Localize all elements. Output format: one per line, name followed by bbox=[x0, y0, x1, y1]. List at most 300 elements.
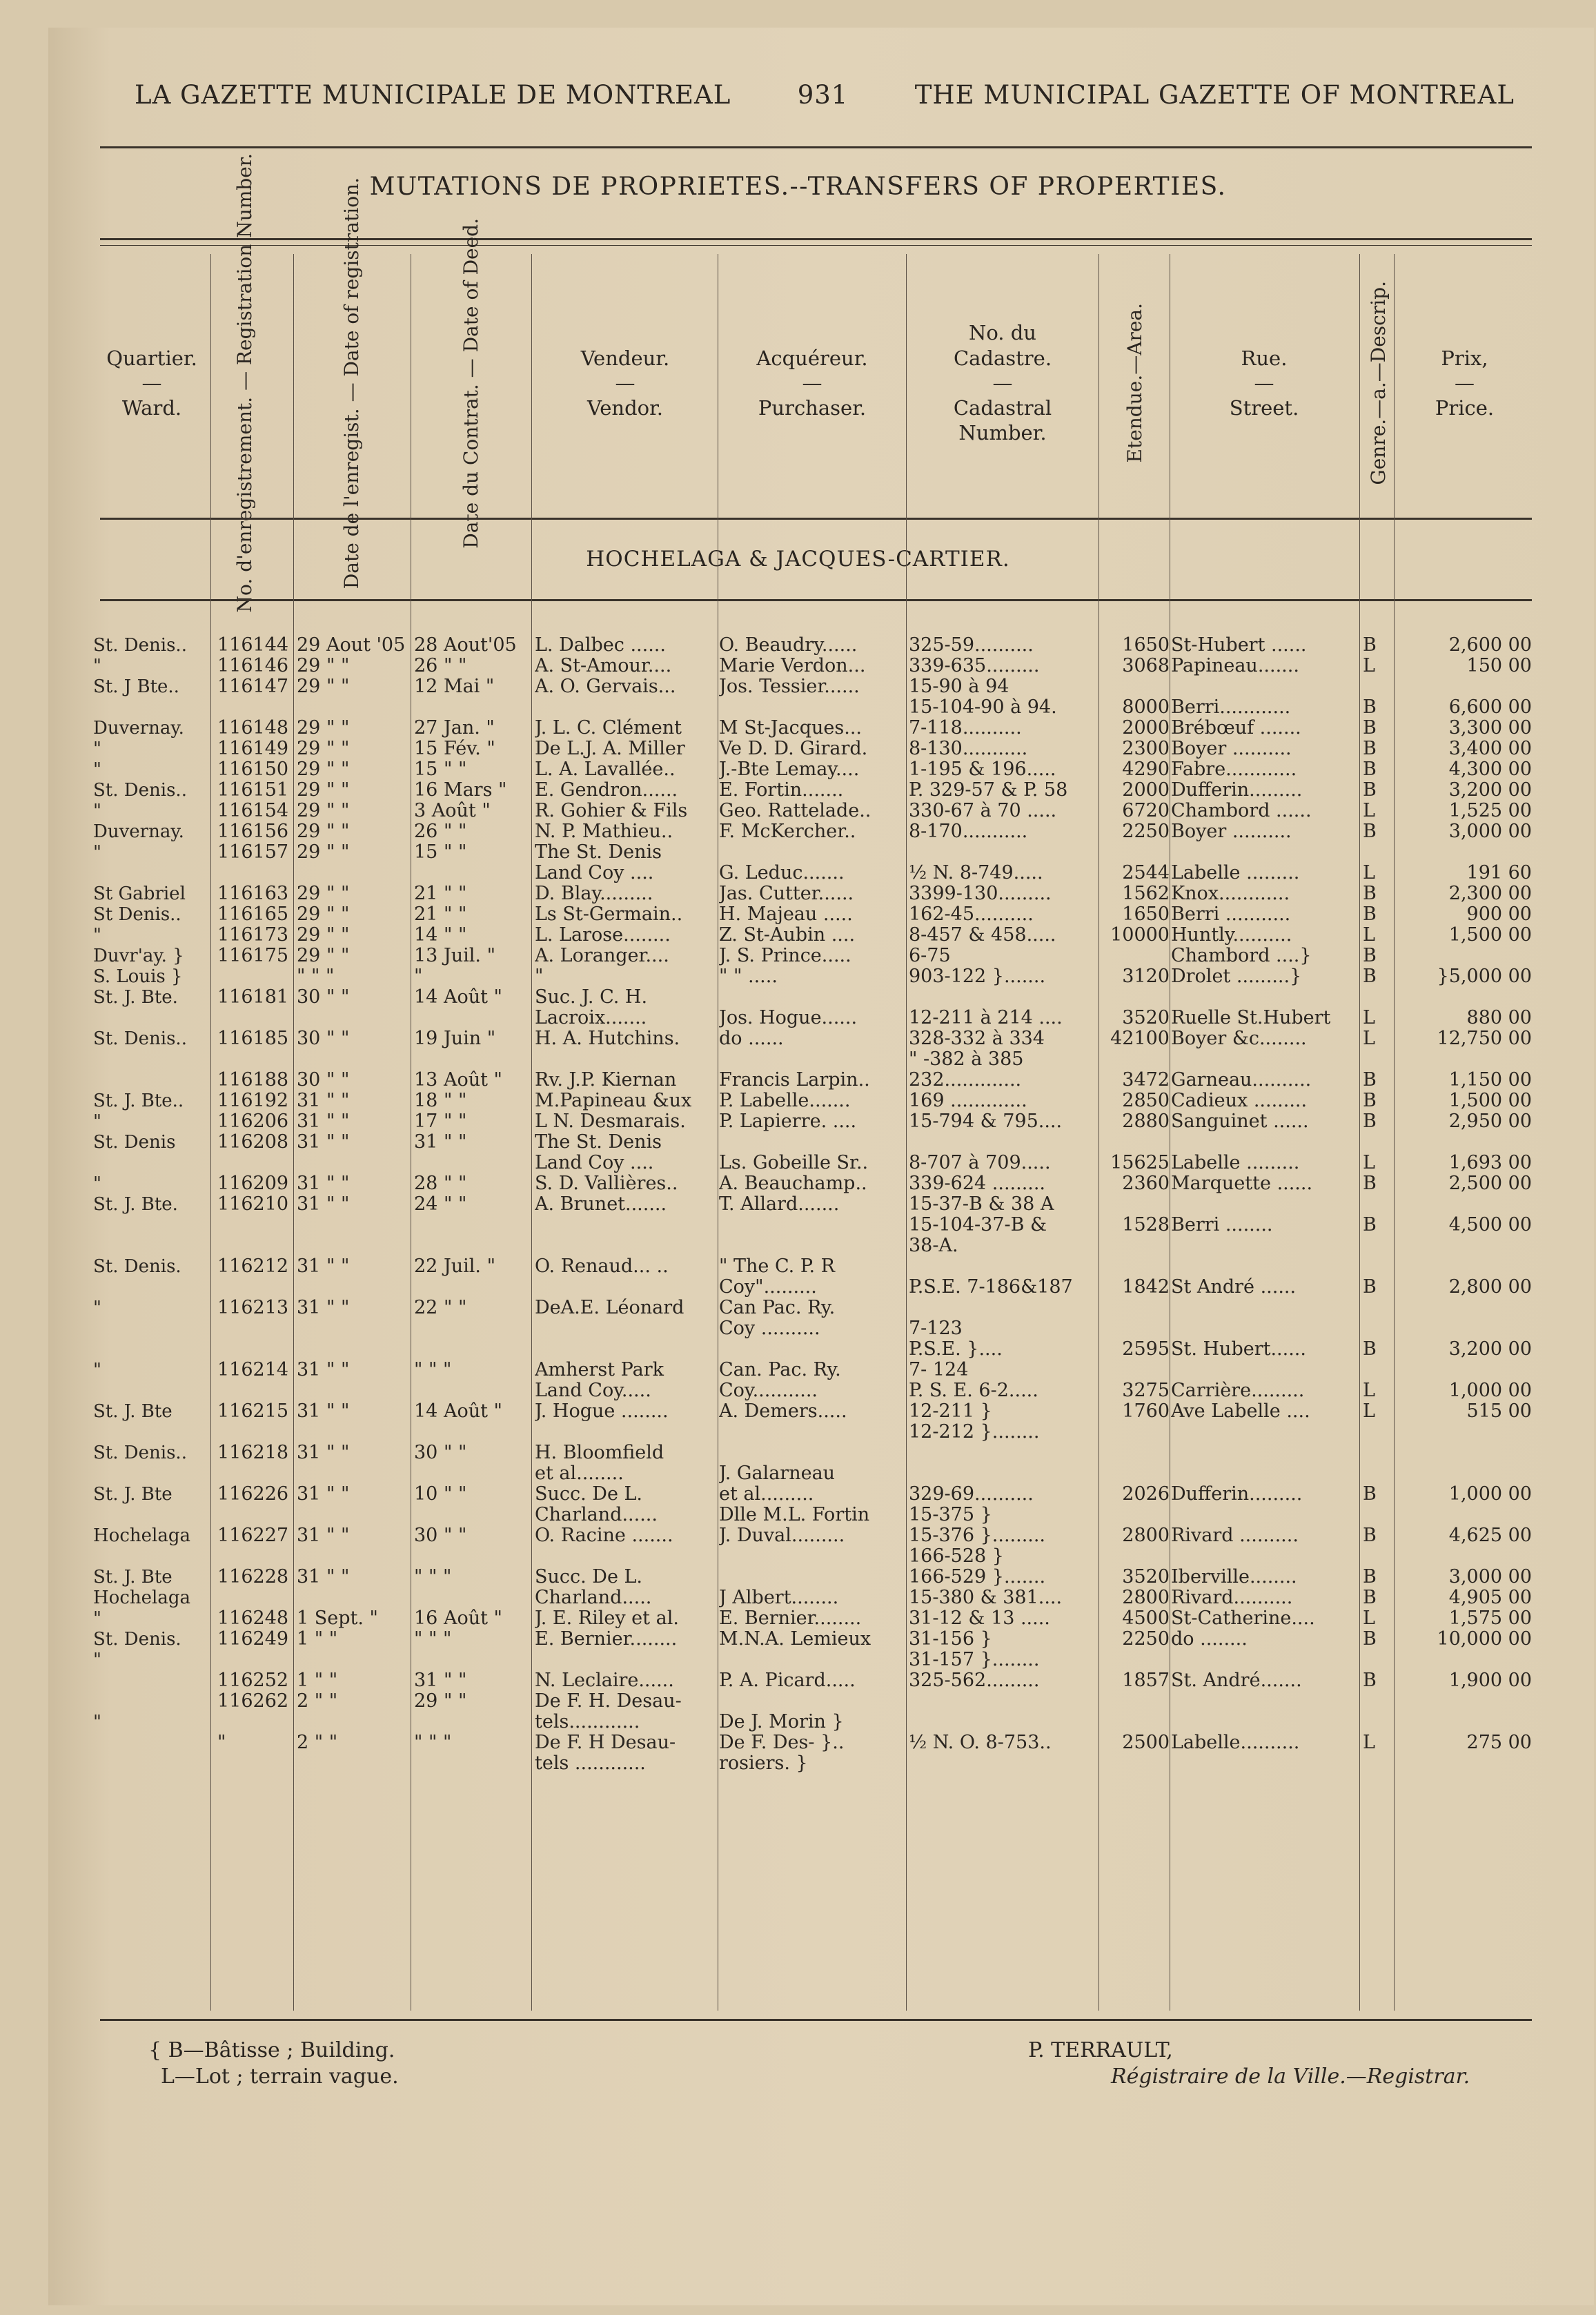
col-descrip: Genre.—a.—Descrip. bbox=[1366, 281, 1390, 485]
cell: Brébœuf ....... bbox=[1171, 718, 1301, 739]
col-regdate: Date de l'enregist. — Date of registration. bbox=[340, 177, 364, 589]
table-row bbox=[93, 1650, 1532, 1670]
table-row bbox=[100, 1008, 1532, 1028]
cell: L bbox=[1363, 1028, 1375, 1049]
cell: A. Loranger.... bbox=[535, 946, 669, 966]
cell: Labelle ......... bbox=[1171, 863, 1300, 883]
cell: G. Leduc....... bbox=[719, 863, 845, 883]
cell: 30 " " bbox=[297, 1070, 350, 1091]
cell: Iberville........ bbox=[1171, 1567, 1297, 1588]
cell: Rv. J.P. Kiernan bbox=[535, 1070, 677, 1091]
cell: Jos. Tessier...... bbox=[719, 676, 860, 697]
cell: S. D. Vallières.. bbox=[535, 1173, 678, 1194]
cell: 1,150 00 bbox=[1448, 1070, 1532, 1091]
cell: " " " bbox=[297, 966, 335, 987]
cell: }5,000 00 bbox=[1437, 966, 1532, 987]
cell: 2595 bbox=[1122, 1339, 1170, 1360]
cell: Amherst Park bbox=[535, 1360, 664, 1380]
cell: 2000 bbox=[1122, 780, 1170, 801]
cell: M.N.A. Lemieux bbox=[719, 1629, 871, 1650]
cell: 116213 bbox=[217, 1298, 289, 1318]
table-row bbox=[93, 1173, 1532, 1194]
cell: 31 " " bbox=[297, 1256, 350, 1277]
table-row bbox=[93, 1629, 1532, 1650]
cell: 6,600 00 bbox=[1448, 697, 1532, 718]
cell: B bbox=[1363, 904, 1377, 925]
cell: 325-562......... bbox=[909, 1670, 1040, 1691]
cell: Labelle.......... bbox=[1171, 1732, 1300, 1753]
cell: 116181 bbox=[217, 987, 289, 1008]
table-row bbox=[93, 1567, 1532, 1588]
cell: Jas. Cutter...... bbox=[719, 883, 854, 904]
cell: Coy .......... bbox=[719, 1318, 820, 1339]
cell: 8000 bbox=[1122, 697, 1170, 718]
cell: L bbox=[1363, 1380, 1375, 1401]
cell: 116165 bbox=[217, 904, 289, 925]
cell: Dufferin......... bbox=[1171, 780, 1303, 801]
cell: 116144 bbox=[217, 635, 289, 656]
cell: 30 " " bbox=[297, 987, 350, 1008]
cell: Garneau.......... bbox=[1171, 1070, 1312, 1091]
cell: L bbox=[1363, 1153, 1375, 1173]
table-row bbox=[93, 1298, 1532, 1318]
cell: 116175 bbox=[217, 946, 289, 966]
cell: A. O. Gervais... bbox=[535, 676, 676, 697]
cell: " bbox=[535, 966, 544, 987]
cell: 29 " " bbox=[297, 676, 350, 697]
cell: St. J. Bte bbox=[93, 1401, 173, 1422]
cell: 7- 124 bbox=[909, 1360, 969, 1380]
table-row bbox=[100, 1670, 1532, 1691]
cell: 116150 bbox=[217, 759, 289, 780]
table-row bbox=[93, 1132, 1532, 1153]
cell: 15 Fév. " bbox=[414, 739, 495, 759]
cell: 15-37-B & 38 A bbox=[909, 1194, 1054, 1215]
cell: 116163 bbox=[217, 883, 289, 904]
cell: Fabre............ bbox=[1171, 759, 1297, 780]
cell: St. Denis bbox=[93, 1132, 176, 1153]
cell: 2,600 00 bbox=[1448, 635, 1532, 656]
cell: ½ N. 8-749..... bbox=[909, 863, 1043, 883]
cell: B bbox=[1363, 1091, 1377, 1111]
cell: 31-156 } bbox=[909, 1629, 992, 1650]
table-row bbox=[93, 1712, 1532, 1732]
cell: Land Coy..... bbox=[535, 1380, 651, 1401]
cell: 10 " " bbox=[414, 1484, 467, 1505]
cell: Cadieux ......... bbox=[1171, 1091, 1308, 1111]
cell: Sanguinet ...... bbox=[1171, 1111, 1309, 1132]
cell: N. P. Mathieu.. bbox=[535, 821, 673, 842]
cell: 1,693 00 bbox=[1448, 1153, 1532, 1173]
cell: 2,500 00 bbox=[1448, 1173, 1532, 1194]
cell: St. J. Bte bbox=[93, 1567, 173, 1588]
cell: 3,400 00 bbox=[1448, 739, 1532, 759]
cell: P.S.E. }.... bbox=[909, 1339, 1003, 1360]
cell: 232............. bbox=[909, 1070, 1022, 1091]
cell: 116146 bbox=[217, 656, 289, 676]
cell: P. S. E. 6-2..... bbox=[909, 1380, 1038, 1401]
cell: Marie Verdon... bbox=[719, 656, 866, 676]
cell: 1,900 00 bbox=[1448, 1670, 1532, 1691]
cell: " bbox=[93, 842, 101, 863]
cell: 116206 bbox=[217, 1111, 289, 1132]
table-row bbox=[100, 1318, 1532, 1339]
cell: 22 " " bbox=[414, 1298, 467, 1318]
cell: O. Beaudry...... bbox=[719, 635, 858, 656]
table-row bbox=[100, 697, 1532, 718]
cell: 1,000 00 bbox=[1448, 1484, 1532, 1505]
cell: J. Hogue ........ bbox=[535, 1401, 669, 1422]
cell: 15-90 à 94 bbox=[909, 676, 1009, 697]
cell: 7-118.......... bbox=[909, 718, 1022, 739]
cell: 116208 bbox=[217, 1132, 289, 1153]
cell: Dlle M.L. Fortin bbox=[719, 1505, 870, 1525]
cell: " " " bbox=[414, 1732, 452, 1753]
cell: B bbox=[1363, 1277, 1377, 1298]
cell: 116188 bbox=[217, 1070, 289, 1091]
cell: 26 " " bbox=[414, 656, 467, 676]
cell: St. J. Bte bbox=[93, 1484, 173, 1505]
cell: " bbox=[93, 925, 101, 946]
table-row bbox=[93, 801, 1532, 821]
cell: B bbox=[1363, 1525, 1377, 1546]
cell: 2500 bbox=[1122, 1732, 1170, 1753]
legend-building: { B—Bâtisse ; Building. bbox=[148, 2038, 395, 2062]
cell: H. Bloomfield bbox=[535, 1443, 664, 1463]
cell: Lacroix....... bbox=[535, 1008, 647, 1028]
cell: Jos. Hogue...... bbox=[719, 1008, 858, 1028]
cell: H. A. Hutchins. bbox=[535, 1028, 680, 1049]
cell: 2 " " bbox=[297, 1732, 338, 1753]
cell: 166-528 } bbox=[909, 1546, 1004, 1567]
cell: Can. Pac. Ry. bbox=[719, 1360, 841, 1380]
cell: 3275 bbox=[1122, 1380, 1170, 1401]
cell: B bbox=[1363, 780, 1377, 801]
cell: 2000 bbox=[1122, 718, 1170, 739]
cell: 31 " " bbox=[297, 1360, 350, 1380]
cell: 31 " " bbox=[297, 1567, 350, 1588]
cell: 31 " " bbox=[297, 1132, 350, 1153]
cell: L. A. Lavallée.. bbox=[535, 759, 676, 780]
cell: 29 " " bbox=[414, 1691, 467, 1712]
cell: 15-794 & 795.... bbox=[909, 1111, 1063, 1132]
table-row bbox=[100, 1546, 1532, 1567]
cell: 116252 bbox=[217, 1670, 289, 1691]
header-rule bbox=[100, 146, 1532, 148]
signature bbox=[1028, 2038, 1470, 2090]
cell: 2800 bbox=[1122, 1588, 1170, 1608]
cell: " bbox=[217, 1732, 226, 1753]
cell: 14 " " bbox=[414, 925, 467, 946]
cell: 116209 bbox=[217, 1173, 289, 1194]
cell: O. Racine ....... bbox=[535, 1525, 673, 1546]
cell: 31 " " bbox=[297, 1194, 350, 1215]
cell: 2250 bbox=[1122, 1629, 1170, 1650]
cell: " bbox=[93, 1650, 101, 1670]
cell: St-Catherine.... bbox=[1171, 1608, 1315, 1629]
cell: L bbox=[1363, 925, 1375, 946]
cell: Huntly.......... bbox=[1171, 925, 1292, 946]
page-title: MUTATIONS DE PROPRIETES.--TRANSFERS OF PROPERTIES. bbox=[369, 173, 1227, 201]
cell: 12,750 00 bbox=[1437, 1028, 1532, 1049]
cell: 22 Juil. " bbox=[414, 1256, 496, 1277]
cell: 116173 bbox=[217, 925, 289, 946]
cell: tels ............ bbox=[535, 1753, 646, 1774]
cell: St. Denis. bbox=[93, 1256, 181, 1277]
cell: 16 Mars " bbox=[414, 780, 507, 801]
col-regno: No. d'enregistrement. — Registration Number. bbox=[233, 153, 257, 613]
cell: St André ...... bbox=[1171, 1277, 1297, 1298]
table-row bbox=[100, 1277, 1532, 1298]
cell: St Denis.. bbox=[93, 904, 181, 925]
cell: D. Blay......... bbox=[535, 883, 653, 904]
cell: Duvernay. bbox=[93, 718, 184, 739]
cell: St. J. Bte. bbox=[93, 987, 178, 1008]
cell: 29 " " bbox=[297, 925, 350, 946]
cell: 29 " " bbox=[297, 739, 350, 759]
cell: Berri ........... bbox=[1171, 904, 1291, 925]
cell: 4,625 00 bbox=[1448, 1525, 1532, 1546]
cell: 3,200 00 bbox=[1448, 780, 1532, 801]
cell: 31-157 }........ bbox=[909, 1650, 1040, 1670]
cell: 116149 bbox=[217, 739, 289, 759]
cell: Hochelaga bbox=[93, 1525, 190, 1546]
cell: 10000 bbox=[1110, 925, 1170, 946]
table-row bbox=[93, 1194, 1532, 1215]
cell: E. Bernier........ bbox=[719, 1608, 862, 1629]
legend bbox=[148, 2038, 399, 2090]
cell: 903-122 }....... bbox=[909, 966, 1046, 987]
cell: 15 " " bbox=[414, 842, 467, 863]
cell: 4,300 00 bbox=[1448, 759, 1532, 780]
cell: 12-211 à 214 .... bbox=[909, 1008, 1063, 1028]
cell: L bbox=[1363, 656, 1375, 676]
cell: B bbox=[1363, 635, 1377, 656]
table-row bbox=[100, 1463, 1532, 1484]
cell: 116249 bbox=[217, 1629, 289, 1650]
cell: " bbox=[93, 1173, 101, 1194]
cell: St-Hubert ...... bbox=[1171, 635, 1307, 656]
cell: 2 " " bbox=[297, 1691, 338, 1712]
cell: 31 " " bbox=[297, 1091, 350, 1111]
cell: 1562 bbox=[1122, 883, 1170, 904]
cell: " " " bbox=[414, 1567, 452, 1588]
cell: 1 " " bbox=[297, 1629, 338, 1650]
cell: B bbox=[1363, 1215, 1377, 1235]
cell: Ls. Gobeille Sr.. bbox=[719, 1153, 869, 1173]
cell: 10,000 00 bbox=[1437, 1629, 1532, 1650]
cell: 31 " " bbox=[297, 1111, 350, 1132]
cell: Coy........... bbox=[719, 1380, 818, 1401]
cell: St. Denis.. bbox=[93, 1028, 187, 1049]
cell: 116154 bbox=[217, 801, 289, 821]
cell: B bbox=[1363, 718, 1377, 739]
cell: " bbox=[93, 1360, 101, 1380]
cell: B bbox=[1363, 1567, 1377, 1588]
cell: 2,800 00 bbox=[1448, 1277, 1532, 1298]
cell: L bbox=[1363, 1608, 1375, 1629]
cell: " " " bbox=[414, 1360, 452, 1380]
cell: L bbox=[1363, 863, 1375, 883]
table-row bbox=[100, 1505, 1532, 1525]
cell: Chambord ...... bbox=[1171, 801, 1312, 821]
col-ward-fr: Quartier. bbox=[106, 346, 197, 370]
legend-lot: L—Lot ; terrain vague. bbox=[161, 2064, 399, 2089]
cell: J. Duval......... bbox=[719, 1525, 845, 1546]
cell: De F. H Desau- bbox=[535, 1732, 676, 1753]
cell: Charland...... bbox=[535, 1505, 658, 1525]
cell: 880 00 bbox=[1466, 1008, 1532, 1028]
cell: 29 " " bbox=[297, 759, 350, 780]
cell: 3399-130......... bbox=[909, 883, 1052, 904]
table-row bbox=[93, 1401, 1532, 1422]
cell: B bbox=[1363, 1070, 1377, 1091]
cell: 16 Août " bbox=[414, 1608, 502, 1629]
table-row bbox=[93, 1111, 1532, 1132]
table-row bbox=[93, 1091, 1532, 1111]
table-row bbox=[93, 904, 1532, 925]
cell: St. Denis.. bbox=[93, 1443, 187, 1463]
cell: The St. Denis bbox=[535, 1132, 662, 1153]
cell: E. Gendron...... bbox=[535, 780, 678, 801]
cell: 3,200 00 bbox=[1448, 1339, 1532, 1360]
cell: 1 " " bbox=[297, 1670, 338, 1691]
cell: 2880 bbox=[1122, 1111, 1170, 1132]
cell: 166-529 }....... bbox=[909, 1567, 1046, 1588]
cell: 31 " " bbox=[297, 1173, 350, 1194]
cell: Rivard .......... bbox=[1171, 1525, 1299, 1546]
cell: 116215 bbox=[217, 1401, 289, 1422]
table-row bbox=[100, 1339, 1532, 1360]
cell: " bbox=[93, 656, 101, 676]
cell: 12-212 }........ bbox=[909, 1422, 1040, 1443]
table-row bbox=[100, 1153, 1532, 1173]
cell: B bbox=[1363, 1588, 1377, 1608]
cell: ½ N. O. 8-753.. bbox=[909, 1732, 1052, 1753]
cell: 21 " " bbox=[414, 904, 467, 925]
cell: 6-75 bbox=[909, 946, 951, 966]
cell: 7-123 bbox=[909, 1318, 963, 1339]
cell: Geo. Rattelade.. bbox=[719, 801, 871, 821]
cell: 1 Sept. " bbox=[297, 1608, 378, 1629]
cell: L bbox=[1363, 1732, 1375, 1753]
table-row bbox=[93, 1608, 1532, 1629]
cell: 15-104-37-B & bbox=[909, 1215, 1047, 1235]
cell: 29 " " bbox=[297, 904, 350, 925]
cell: 339-624 ......... bbox=[909, 1173, 1046, 1194]
cell: 15-104-90 à 94. bbox=[909, 697, 1057, 718]
table-row bbox=[93, 718, 1532, 739]
table-body bbox=[93, 635, 1532, 1774]
table-row bbox=[93, 1443, 1532, 1463]
cell: " bbox=[93, 1712, 101, 1732]
cell: The St. Denis bbox=[535, 842, 662, 863]
cell: 3 Août " bbox=[414, 801, 491, 821]
cell: St. J. Bte.. bbox=[93, 1091, 184, 1111]
table-row bbox=[93, 1525, 1532, 1546]
table-row bbox=[100, 1235, 1532, 1256]
cell: 15-380 & 381.... bbox=[909, 1588, 1063, 1608]
table-row bbox=[93, 676, 1532, 697]
cell: P.S.E. 7-186&187 bbox=[909, 1277, 1073, 1298]
cell: De J. Morin } bbox=[719, 1712, 844, 1732]
cell: 29 " " bbox=[297, 718, 350, 739]
table-row bbox=[93, 842, 1532, 863]
cell: M.Papineau &ux bbox=[535, 1091, 692, 1111]
cell: 1842 bbox=[1122, 1277, 1170, 1298]
cell: B bbox=[1363, 759, 1377, 780]
cell: 116214 bbox=[217, 1360, 289, 1380]
cell: St. J. Bte. bbox=[93, 1194, 178, 1215]
cell: 275 00 bbox=[1466, 1732, 1532, 1753]
cell: Drolet .........} bbox=[1171, 966, 1302, 987]
cell: 27 Jan. " bbox=[414, 718, 495, 739]
cell: 29 Aout '05 bbox=[297, 635, 406, 656]
cell: Charland..... bbox=[535, 1588, 652, 1608]
cell: L bbox=[1363, 1401, 1375, 1422]
cell: 169 ............. bbox=[909, 1091, 1027, 1111]
cell: L N. Desmarais. bbox=[535, 1111, 686, 1132]
cell: do ........ bbox=[1171, 1629, 1248, 1650]
cell: S. Louis } bbox=[93, 966, 183, 987]
cell: 31 " " bbox=[414, 1132, 467, 1153]
cell: 21 " " bbox=[414, 883, 467, 904]
section-rule bbox=[100, 599, 1532, 601]
cell: 2026 bbox=[1122, 1484, 1170, 1505]
cell: T. Allard....... bbox=[719, 1194, 840, 1215]
cell: 31 " " bbox=[297, 1443, 350, 1463]
cell: A. Demers..... bbox=[719, 1401, 847, 1422]
cell: Duvr'ay. } bbox=[93, 946, 184, 966]
header-left: LA GAZETTE MUNICIPALE DE MONTREAL bbox=[135, 80, 731, 110]
cell: 3520 bbox=[1122, 1008, 1170, 1028]
cell: 13 Juil. " bbox=[414, 946, 496, 966]
cell: 15 " " bbox=[414, 759, 467, 780]
cell: 2800 bbox=[1122, 1525, 1170, 1546]
page-header bbox=[135, 80, 1515, 110]
cell: 116185 bbox=[217, 1028, 289, 1049]
cell: " bbox=[93, 739, 101, 759]
cell: J. E. Riley et al. bbox=[535, 1608, 679, 1629]
cell: B bbox=[1363, 883, 1377, 904]
cell: 1,575 00 bbox=[1448, 1608, 1532, 1629]
cell: 116226 bbox=[217, 1484, 289, 1505]
page-number: 931 bbox=[797, 80, 849, 110]
cell: Succ. De L. bbox=[535, 1567, 643, 1588]
cell: St. Denis. bbox=[93, 1629, 181, 1650]
cell: 116192 bbox=[217, 1091, 289, 1111]
cell: P. A. Picard..... bbox=[719, 1670, 856, 1691]
table-row bbox=[93, 759, 1532, 780]
cell: 1650 bbox=[1122, 904, 1170, 925]
table-row bbox=[93, 987, 1532, 1008]
cell: J.-Bte Lemay.... bbox=[719, 759, 860, 780]
cell: 1528 bbox=[1122, 1215, 1170, 1235]
table-row bbox=[100, 863, 1532, 883]
cell: 1650 bbox=[1122, 635, 1170, 656]
cell: B bbox=[1363, 1111, 1377, 1132]
cell: 1857 bbox=[1122, 1670, 1170, 1691]
cell: 30 " " bbox=[414, 1443, 467, 1463]
cell: 3,300 00 bbox=[1448, 718, 1532, 739]
cell: 3472 bbox=[1122, 1070, 1170, 1091]
col-street: Rue. — Street. bbox=[1229, 346, 1299, 420]
cell: 6720 bbox=[1122, 801, 1170, 821]
cell: 116148 bbox=[217, 718, 289, 739]
cell: 1,525 00 bbox=[1448, 801, 1532, 821]
cell: 17 " " bbox=[414, 1111, 467, 1132]
cell: Can Pac. Ry. bbox=[719, 1298, 836, 1318]
